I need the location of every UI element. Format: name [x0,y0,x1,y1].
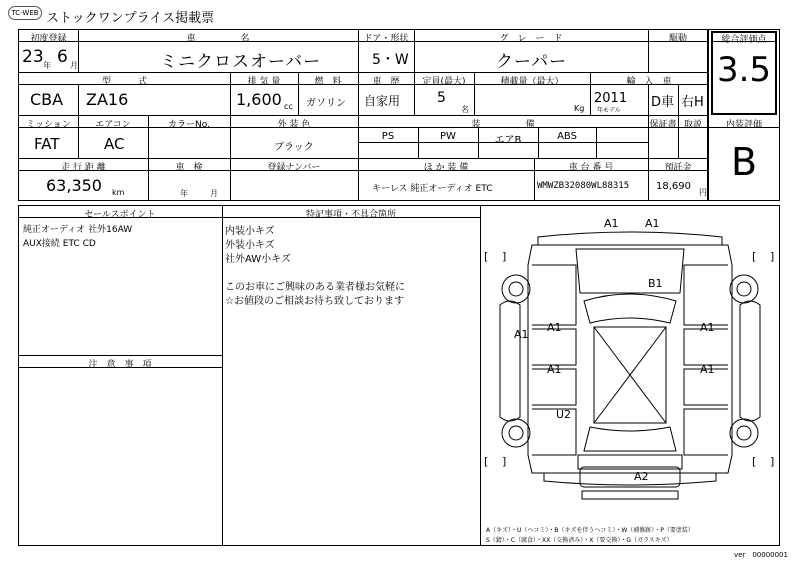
version: ver 00000001 [734,551,788,559]
interior-score: B [730,140,758,184]
mark-rear-a1-left: A1 [547,363,562,376]
label-exterior-color: 外 装 色 [277,120,311,130]
import-year-unit: 年モデル [597,107,621,114]
mark-b1: B1 [648,277,663,290]
import-dealer: D車 [651,95,675,110]
import-year: 2011 [594,91,628,106]
label-reg-number: 登録ナンバー [267,163,321,173]
mark-side-a1-left: A1 [547,321,562,334]
label-warranty: 保証書 [649,120,677,130]
mark-front-a1-right: A1 [645,217,660,230]
label-interior-eval: 内装評価 [725,120,762,130]
label-drive: 駆動 [668,34,687,44]
label-car-name: 車 名 [186,34,250,44]
mileage-value: 63,350 [46,176,102,195]
aircon-value: AC [104,135,125,153]
label-manual: 取説 [683,120,702,130]
label-caution: 注 意 事 項 [88,360,152,370]
body-outline [528,245,732,473]
bracket-br-close: ] [770,455,775,468]
label-equipment: 装 備 [471,120,535,130]
tc-web-logo: TC-WEB [8,6,42,20]
rear-window-shape [584,427,676,451]
mileage-unit: km [112,188,125,197]
label-import: 輸 入 車 [626,77,672,87]
label-other-equipment: ほ か 装 備 [423,163,469,173]
note-6: ☆お値段のご相談お待ち致しております [225,296,404,307]
label-first-reg: 初度登録 [30,34,67,44]
label-capacity: 定員(最大) [422,77,466,87]
label-doors: ドア・形状 [363,34,409,44]
legend-line-2: S（錆）・C（腐食）・XX（交換済み）・X（要交換）・G（ガラスキズ） [486,537,673,544]
bracket-tr-close: ] [770,250,775,263]
first-reg-year-unit: 年 [43,61,51,70]
bracket-bl-open: [ [484,455,489,468]
document-title: ストックワンプライス掲載票 [46,11,215,26]
inspection-year-unit: 年 [180,189,188,198]
mark-u2: U2 [556,408,572,421]
first-reg-month: 6 [57,47,68,67]
mission-value: FAT [34,135,60,153]
label-model: 型 式 [101,77,147,87]
label-chassis-no: 車 台 番 号 [568,163,614,173]
mark-a2: A2 [634,470,649,483]
inspection-month-unit: 月 [210,189,218,198]
label-vehicle-type: 車 歴 [372,77,400,87]
legend-line-1: A（キズ）・U（ヘコミ）・B（キズを伴うヘコミ）・W（補修跡）・P（要塗装） [486,527,694,534]
car-damage-diagram [480,205,780,546]
label-fuel: 燃 料 [314,77,342,87]
doors-value: 5・W [372,52,409,68]
note-3: 社外AW小キズ [225,254,291,265]
model-prefix: CBA [30,90,64,109]
note-2: 外装小キズ [225,240,275,251]
label-displacement: 排 気 量 [247,77,281,87]
label-color-no: カラーNo. [168,120,210,130]
equip-pw: PW [440,131,456,142]
load-unit: Kg [574,104,585,113]
overall-score: 3.5 [716,50,772,90]
grade-value: クーパー [496,52,568,72]
car-name: ミニクロスオーバー [160,52,322,72]
vehicle-type-value: 自家用 [364,94,401,108]
label-aircon: エアコン [95,120,131,130]
sales-point-2: AUX接続 ETC CD [23,239,96,249]
equip-ps: PS [381,131,395,142]
displacement-unit: cc [284,102,293,111]
fuel-value: ガソリン [306,98,346,109]
label-grade: グ レ ー ド [499,34,563,44]
hood-shape [576,249,684,293]
label-mileage: 走 行 距 離 [61,163,106,173]
rear-bumper-shape [544,473,716,485]
windshield-shape [584,294,676,323]
bracket-tl-close: ] [502,250,507,263]
mark-side-a1-right: A1 [700,321,715,334]
label-inspection: 車 検 [175,163,203,173]
label-sales-points: セールスポイント [84,210,156,220]
label-special-notes: 特記事項・不具合箇所 [305,210,396,220]
first-reg-year: 23 [22,47,44,67]
handle-side: 右H [681,95,704,110]
capacity-value: 5 [437,90,446,106]
front-bumper-shape [538,232,722,245]
note-1: 内装小キズ [225,226,275,237]
equip-abs: ABS [557,131,577,142]
mark-front-a1-left: A1 [604,217,619,230]
header [0,0,800,28]
chassis-no-value: WMWZB32080WL88315 [537,181,630,191]
label-deposit: 預託金 [664,163,692,173]
mark-rear-a1-right: A1 [700,363,715,376]
deposit-value: 18,690 [656,181,691,192]
note-5: このお車にご興味のある業者様お気軽に [225,282,405,293]
model-code: ZA16 [86,90,129,109]
label-mission: ミッション [26,120,71,130]
other-equipment-value: キーレス 純正オーディオ ETC [372,184,493,194]
label-load: 積載量（最大） [500,77,564,87]
bracket-tr-open: [ [752,250,757,263]
label-overall-eval: 総合評価点 [721,35,767,45]
equip-airbag: エアB [494,135,522,146]
exterior-color-value: ブラック [274,142,314,153]
bracket-br-open: [ [752,455,757,468]
mark-side-a1-outer: A1 [514,328,529,341]
sales-point-1: 純正オーディオ 社外16AW [23,225,133,235]
displacement-value: 1,600 [236,90,282,109]
first-reg-month-unit: 月 [70,61,78,70]
bracket-bl-close: ] [502,455,507,468]
capacity-unit: 名 [461,105,469,114]
deposit-unit: 円 [699,188,707,197]
bracket-tl-open: [ [484,250,489,263]
